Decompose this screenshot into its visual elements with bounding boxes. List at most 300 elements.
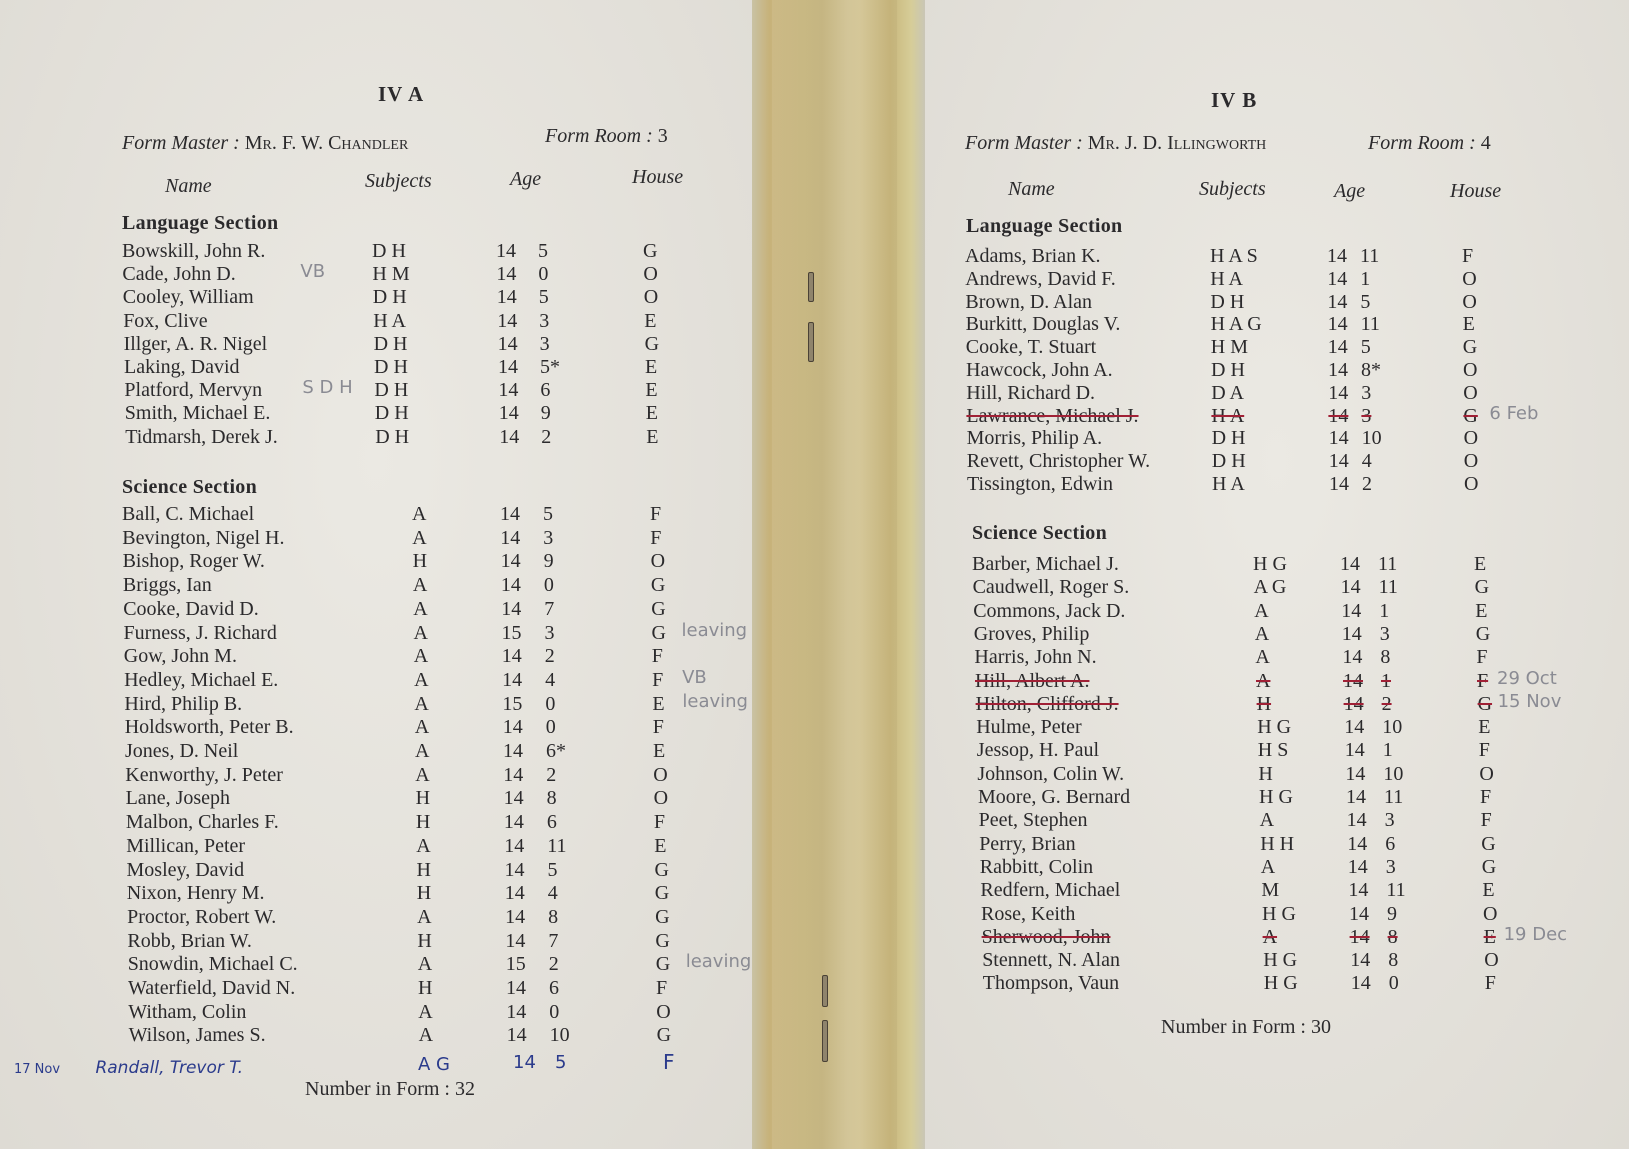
student-name: Groves, Philip [973, 622, 1090, 645]
house-letter: G [1474, 576, 1490, 599]
student-name: Lane, Joseph [125, 787, 231, 810]
number-in-form-right [1161, 1016, 1331, 1039]
subjects-code: A [1259, 809, 1275, 832]
age-years: 14 [496, 240, 516, 262]
house-letter: G [644, 332, 660, 355]
handwritten-note: leaving [681, 619, 748, 641]
subjects-code: H [417, 929, 432, 952]
subjects-code: A [414, 692, 429, 715]
student-name: Witham, Colin [128, 1000, 247, 1023]
house-letter: E [645, 379, 658, 402]
house-letter: F [652, 716, 664, 739]
age-months: 3 [544, 621, 555, 644]
age-months: 2 [1381, 692, 1392, 715]
age-years: 14 [1347, 855, 1368, 878]
handwritten-name: Randall, Trevor T. [95, 1058, 244, 1078]
house-letter: G [651, 597, 666, 620]
house-letter: G [1481, 855, 1497, 878]
house-letter: O [650, 550, 666, 573]
student-name: Perry, Brian [979, 832, 1076, 855]
number-in-form-label: Number in Form : [1161, 1016, 1306, 1038]
subjects-code: D H [1211, 450, 1246, 473]
student-name: Cade, John D. [122, 263, 236, 286]
student-name: Commons, Jack D. [973, 599, 1126, 622]
student-name: Jones, D. Neil [125, 740, 239, 762]
subjects-code: H A G [1210, 313, 1262, 336]
house-letter: O [643, 263, 658, 286]
house-letter: G [655, 953, 671, 976]
student-name: Malbon, Charles F. [125, 811, 279, 834]
student-name: Robb, Brian W. [127, 929, 252, 952]
handwritten-note: leaving [682, 690, 748, 712]
student-name: Lawrance, Michael J. [966, 404, 1139, 427]
subjects-code: A [417, 953, 433, 976]
age-months: 3 [539, 309, 550, 332]
subjects-code: D H [375, 425, 410, 448]
house-letter: F [1462, 245, 1474, 267]
house-letter: G [1481, 832, 1496, 855]
subjects-code: A [1254, 622, 1270, 645]
student-name: Furness, J. Richard [123, 621, 277, 644]
student-name: Hilton, Clifford J. [975, 692, 1119, 715]
section-title-science-left: Science Section [122, 476, 258, 498]
house-letter: O [1464, 473, 1479, 495]
number-in-form-value: 32 [455, 1078, 475, 1100]
age-months: 0 [543, 574, 554, 597]
age-years: 14 [504, 858, 525, 881]
age-months: 8* [1361, 359, 1381, 381]
house-letter: G [651, 621, 666, 644]
student-name: Barber, Michael J. [972, 553, 1119, 575]
house-letter: E [1474, 553, 1487, 575]
col-house-right: House [1450, 180, 1502, 202]
subjects-code: D H [373, 332, 408, 355]
subjects-code: H G [1263, 949, 1298, 972]
age-years: 14 [496, 263, 517, 286]
age-years: 14 [1327, 290, 1348, 313]
age-years: 14 [1341, 599, 1362, 622]
subjects-code: H A S [1210, 245, 1258, 267]
student-name: Wilson, James S. [128, 1024, 266, 1047]
age-months: 5 [1360, 336, 1371, 359]
age-months: 0 [1388, 972, 1399, 995]
subjects-code: D H [374, 402, 409, 425]
form-master-left [122, 132, 408, 155]
subjects-code: H [415, 811, 431, 834]
binding-tape [772, 0, 897, 1149]
age-months: 3 [1385, 855, 1396, 878]
age-years: 14 [496, 286, 517, 309]
age-months: 4 [1361, 450, 1372, 473]
house-letter: E [654, 834, 667, 857]
student-name: Revett, Christopher W. [966, 450, 1151, 473]
age-years: 14 [1347, 832, 1368, 855]
age-months: 6 [540, 379, 551, 402]
age-months: 6 [1385, 832, 1396, 855]
student-name: Platford, Mervyn [124, 379, 263, 402]
form-title-right: IV B [1211, 88, 1258, 112]
house-letter: G [1462, 336, 1478, 359]
age-years: 14 [506, 977, 526, 999]
subjects-code: H [415, 787, 431, 810]
subjects-code: D H [372, 240, 406, 262]
house-letter: F [651, 645, 663, 668]
student-name: Redfern, Michael [980, 879, 1121, 902]
age-months: 7 [548, 929, 559, 952]
student-name: Laking, David [124, 356, 240, 378]
age-years: 14 [501, 597, 522, 620]
age-months: 11 [1378, 553, 1398, 575]
age-months: 0 [545, 692, 556, 715]
section-title-language-left: Language Section [122, 212, 279, 234]
age-months: 6 [546, 811, 557, 834]
house-letter: G [650, 574, 666, 597]
handwritten-subjects: A G [418, 1054, 450, 1075]
col-name-right: Name [1008, 178, 1055, 200]
age-years: 15 [502, 692, 523, 715]
student-name: Ball, C. Michael [122, 503, 255, 525]
col-subjects-right: Subjects [1199, 178, 1266, 200]
age-years: 14 [498, 356, 518, 378]
student-name: Sherwood, John [981, 925, 1111, 948]
student-name: Bishop, Roger W. [122, 550, 265, 573]
section-title-language-right: Language Section [966, 215, 1123, 237]
house-letter: E [645, 356, 658, 378]
student-name: Hill, Albert A. [975, 669, 1090, 692]
house-letter: O [1484, 949, 1499, 972]
subjects-code: A [412, 503, 427, 525]
form-master-right [965, 132, 1266, 155]
age-years: 14 [498, 402, 519, 425]
age-months: 2 [546, 763, 557, 786]
age-years: 14 [503, 763, 524, 786]
staple-bottom [822, 975, 828, 1007]
student-name: Tidmarsh, Derek J. [125, 425, 278, 448]
age-years: 14 [497, 309, 518, 332]
staple-top-lower [808, 322, 814, 362]
subjects-code: H [1258, 762, 1273, 785]
handwritten-note: 29 Oct [1497, 667, 1557, 689]
house-letter: F [650, 526, 662, 549]
col-house-left: House [632, 166, 684, 188]
age-years: 14 [1340, 576, 1361, 599]
house-letter: E [646, 425, 659, 448]
handwritten-note: leaving [685, 951, 752, 973]
house-letter: G [654, 858, 669, 881]
handwritten-note: 15 Nov [1497, 690, 1562, 712]
student-name: Morris, Philip A. [966, 427, 1103, 450]
form-room-right [1368, 132, 1491, 155]
house-letter: E [645, 402, 659, 425]
house-letter: O [1479, 762, 1494, 785]
age-months: 2 [1362, 473, 1372, 495]
age-years: 14 [505, 905, 526, 928]
form-room-label: Form Room : [545, 125, 653, 147]
house-letter: O [1463, 450, 1479, 473]
subjects-code: A [417, 905, 432, 928]
house-letter: G [655, 929, 670, 952]
handwritten-prefix: 17 Nov [14, 1062, 61, 1077]
age-years: 14 [503, 740, 523, 762]
subjects-code: H [1256, 692, 1272, 715]
house-letter: F [1480, 809, 1492, 832]
form-room-label: Form Room : [1368, 132, 1476, 154]
subjects-code: H G [1257, 716, 1292, 739]
age-months: 1 [1379, 599, 1390, 622]
subjects-code: A [1254, 599, 1269, 622]
student-name: Moore, G. Bernard [978, 786, 1131, 808]
subjects-code: A [1255, 646, 1270, 669]
age-months: 0 [549, 1000, 560, 1023]
student-name: Cooke, David D. [123, 597, 259, 620]
age-years: 14 [1328, 450, 1349, 473]
house-letter: O [1463, 381, 1478, 404]
subjects-code: A [416, 834, 431, 857]
age-months: 11 [1386, 879, 1406, 902]
subjects-code: A G [1253, 576, 1287, 599]
house-letter: F [656, 977, 668, 999]
form-master-name: Mr. F. W. Chandler [244, 132, 409, 154]
age-years: 14 [1346, 809, 1367, 832]
age-months: 8 [1380, 646, 1391, 669]
age-months: 11 [1378, 576, 1398, 599]
age-months: 5* [540, 356, 560, 378]
age-years: 14 [1342, 646, 1363, 669]
subjects-code: A [415, 740, 430, 762]
age-years: 14 [1328, 427, 1349, 450]
student-name: Hird, Philip B. [124, 692, 243, 715]
house-letter: O [1463, 359, 1478, 381]
house-letter: E [644, 309, 657, 332]
age-years: 14 [501, 645, 522, 668]
student-name: Bevington, Nigel H. [122, 526, 285, 549]
subjects-code: H [412, 550, 428, 573]
subjects-code: A [1260, 855, 1276, 878]
age-months: 4 [547, 882, 558, 905]
subjects-code: A [413, 621, 428, 644]
subjects-code: H [416, 882, 432, 905]
age-months: 9 [1387, 902, 1397, 925]
subjects-code: H A [1212, 473, 1245, 495]
house-letter: E [1478, 716, 1491, 739]
age-years: 14 [505, 929, 526, 952]
age-years: 14 [1327, 245, 1347, 267]
handwritten-note: VB [682, 666, 707, 688]
student-name: Mosley, David [126, 858, 245, 881]
subjects-code: A [412, 574, 428, 597]
house-letter: O [656, 1000, 671, 1023]
student-name: Cooke, T. Stuart [965, 336, 1097, 359]
age-years: 14 [504, 834, 525, 857]
house-letter: O [1483, 902, 1498, 925]
subjects-code: D H [1211, 427, 1246, 450]
form-master-name: Mr. J. D. Illingworth [1087, 132, 1267, 154]
age-months: 8 [546, 787, 557, 810]
age-years: 14 [1328, 381, 1349, 404]
number-in-form-value: 30 [1311, 1016, 1331, 1038]
student-name: Thompson, Vaun [982, 972, 1120, 995]
subjects-code: H A [373, 309, 406, 332]
student-name: Gow, John M. [123, 645, 237, 668]
age-years: 14 [499, 425, 520, 448]
form-title-left: IV A [378, 82, 425, 106]
student-name: Burkitt, Douglas V. [965, 313, 1121, 336]
age-months: 11 [1360, 245, 1380, 267]
house-letter: E [653, 740, 666, 762]
subjects-code: A [1262, 925, 1278, 948]
age-years: 14 [506, 1000, 527, 1023]
age-months: 9 [543, 550, 554, 573]
age-years: 14 [1348, 879, 1369, 902]
staple-bottom-lower [822, 1020, 828, 1062]
staple-top [808, 272, 814, 302]
age-months: 3 [1384, 809, 1395, 832]
age-months: 8 [1388, 949, 1399, 972]
age-years: 14 [1341, 622, 1362, 645]
handwritten-age-months: 5 [555, 1052, 567, 1073]
subjects-code: A [414, 668, 429, 691]
age-months: 6* [546, 740, 566, 762]
student-name: Rabbitt, Colin [979, 855, 1094, 878]
subjects-code: A [414, 716, 430, 739]
age-years: 15 [505, 953, 526, 976]
handwritten-added-row [14, 1058, 243, 1078]
house-letter: F [652, 668, 664, 691]
subjects-code: D H [374, 356, 408, 378]
house-letter: G [655, 905, 670, 928]
age-months: 1 [1382, 739, 1393, 762]
subjects-code: H G [1259, 786, 1293, 808]
student-name: Proctor, Robert W. [127, 905, 277, 928]
house-letter: E [1482, 879, 1495, 902]
age-months: 2 [544, 645, 555, 668]
age-months: 3 [543, 526, 554, 549]
student-name: Hulme, Peter [976, 716, 1082, 739]
student-name: Andrews, David F. [965, 267, 1116, 290]
house-letter: F [650, 503, 662, 525]
student-name: Smith, Michael E. [124, 402, 271, 425]
student-name: Holdsworth, Peter B. [124, 716, 294, 739]
student-name: Nixon, Henry M. [126, 882, 265, 905]
form-room-left [545, 125, 668, 148]
age-years: 14 [1328, 404, 1349, 427]
house-letter: F [653, 811, 666, 834]
age-years: 14 [1344, 739, 1365, 762]
house-letter: G [1463, 404, 1478, 427]
student-name: Harris, John N. [974, 646, 1097, 669]
subjects-code: H G [1262, 902, 1296, 925]
subjects-code: H [418, 977, 433, 999]
house-letter: F [1480, 786, 1492, 808]
subjects-code: D H [372, 286, 407, 309]
student-name: Rose, Keith [981, 902, 1076, 925]
subjects-code: H [416, 858, 431, 881]
number-in-form-label: Number in Form : [305, 1078, 450, 1100]
age-months: 3 [539, 332, 550, 355]
form-master-label: Form Master : [122, 132, 240, 154]
book-gutter-tape [752, 0, 925, 1149]
student-name: Brown, D. Alan [965, 290, 1093, 313]
age-months: 5 [538, 240, 548, 262]
house-letter: G [1477, 692, 1493, 715]
house-letter: E [652, 692, 665, 715]
house-letter: O [1462, 290, 1477, 313]
student-name: Fox, Clive [123, 309, 208, 332]
age-years: 14 [1350, 972, 1371, 995]
subjects-code: H S [1257, 739, 1289, 762]
age-years: 14 [1344, 716, 1365, 739]
student-name: Caudwell, Roger S. [972, 576, 1130, 599]
house-letter: O [653, 763, 668, 786]
student-name: Illger, A. R. Nigel [123, 332, 268, 355]
age-years: 14 [1343, 692, 1364, 715]
age-months: 4 [545, 668, 556, 691]
student-name: Hedley, Michael E. [124, 668, 279, 691]
age-years: 14 [1349, 902, 1369, 925]
age-months: 5 [1360, 290, 1371, 313]
age-months: 2 [548, 953, 559, 976]
house-letter: E [1483, 925, 1496, 948]
age-months: 8 [548, 905, 559, 928]
age-years: 14 [1343, 669, 1363, 692]
age-months: 1 [1381, 669, 1391, 692]
age-years: 14 [500, 503, 520, 525]
house-letter: F [1484, 972, 1496, 995]
house-letter: G [643, 240, 658, 262]
subjects-code: A [418, 1000, 433, 1023]
age-years: 14 [497, 332, 518, 355]
form-master-label: Form Master : [965, 132, 1083, 154]
subjects-code: A [413, 645, 429, 668]
age-years: 14 [1349, 925, 1370, 948]
age-years: 14 [1329, 473, 1349, 495]
subjects-code: A [412, 526, 427, 549]
student-name: Jessop, H. Paul [976, 739, 1100, 762]
age-months: 6 [549, 977, 559, 999]
col-subjects-left: Subjects [365, 170, 432, 192]
subjects-code: D H [374, 379, 409, 402]
house-letter: E [1462, 313, 1475, 336]
student-name: Johnson, Colin W. [977, 762, 1125, 785]
house-letter: G [654, 882, 670, 905]
student-name: Peet, Stephen [978, 809, 1088, 832]
age-months: 0 [538, 263, 549, 286]
student-name: Adams, Brian K. [965, 245, 1101, 267]
age-years: 15 [501, 621, 522, 644]
age-months: 2 [541, 425, 552, 448]
age-months: 11 [1384, 786, 1404, 808]
age-months: 1 [1360, 267, 1371, 290]
age-years: 14 [1345, 762, 1366, 785]
age-months: 0 [545, 716, 556, 739]
col-age-right: Age [1334, 180, 1366, 202]
age-months: 5 [543, 503, 553, 525]
subjects-code: H M [1210, 336, 1249, 359]
subjects-code: A [418, 1024, 434, 1047]
age-years: 14 [1327, 267, 1348, 290]
subjects-code: H A [1210, 267, 1243, 290]
subjects-code: D H [1210, 290, 1245, 313]
col-name-left: Name [165, 175, 212, 197]
age-months: 5 [547, 858, 558, 881]
house-letter: O [643, 286, 659, 309]
student-name: Kenworthy, J. Peter [125, 763, 283, 786]
age-years: 14 [506, 1024, 527, 1047]
age-months: 10 [1383, 762, 1404, 785]
student-name: Waterfield, David N. [128, 977, 296, 999]
handwritten-note: S D H [302, 377, 353, 399]
house-letter: F [1477, 669, 1489, 692]
